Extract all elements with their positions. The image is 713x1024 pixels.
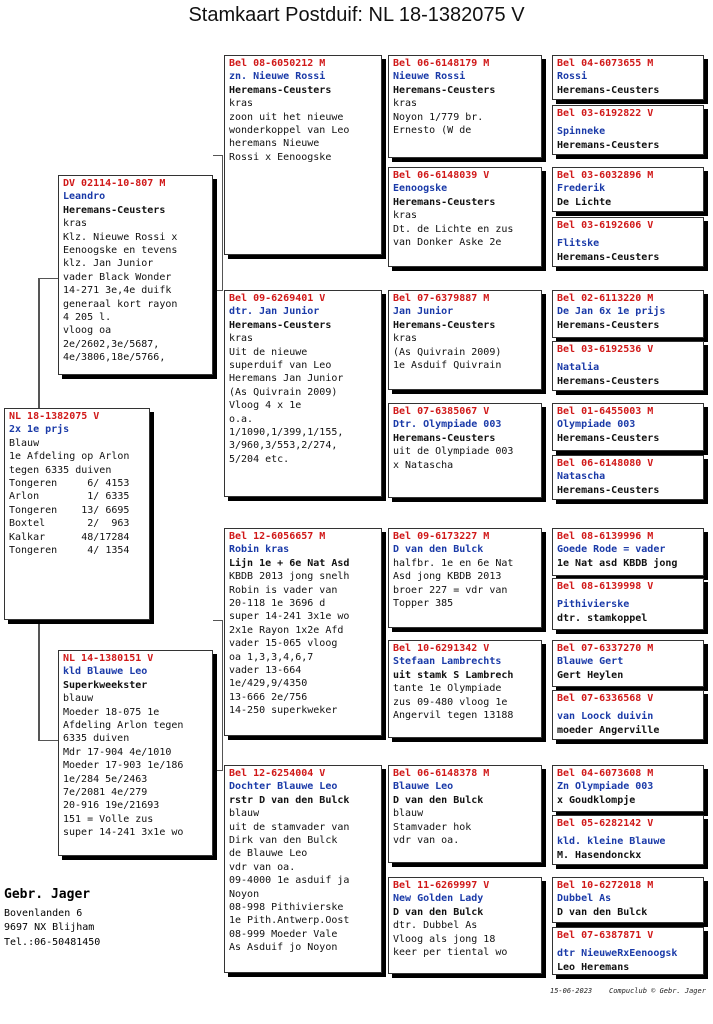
pigeon-card-g6 [552,341,704,391]
pigeon-name: van Loock duivin [557,711,654,723]
breeder-phone: Tel.:06-50481450 [4,936,101,948]
breeder-city: 9697 NX Blijham [4,922,95,933]
owner-name: D van den Bulck [393,794,484,806]
owner-name: moeder Angerville [557,724,660,736]
pigeon-name: Olympiade 003 [557,419,636,431]
owner-name: rstr D van den Bulck [229,794,350,806]
pigeon-card-g1 [552,55,704,100]
pigeon-name: Leandro [63,191,106,203]
pigeon-card-fm: Bel 09-6269401 V dtr. Jan Junior Heremans-Ceusters kras Uit de nieuwe superduif van Leo Heremans Jan Junior (As Quivrain 2009) Vloog 4 x 1e o.a. 1/1090,1/399,1/155, 3/960,3/553,2/274, 5/204 etc. [224,290,382,497]
connector-line [213,620,223,621]
ring-number: Bel 12-6254004 V [229,768,326,779]
pigeon-name: Stefaan Lambrechts [393,656,502,668]
pigeon-card-g10 [552,578,704,630]
ring-number: Bel 07-6337270 M [557,643,654,654]
ring-number: Bel 07-6336568 V [557,693,654,704]
ring-number: Bel 03-6032896 M [557,170,654,181]
owner-name: Superkweekster [63,679,148,691]
pigeon-card-g15 [552,877,704,923]
ring-number: Bel 10-6272018 M [557,880,654,891]
pigeon-card-fmm: Bel 07-6385067 V Dtr. Olympiade 003 Heremans-Ceusters uit de Olympiade 003 x Natascha [388,403,542,498]
connector-line [222,620,223,770]
pigeon-name: zn. Nieuwe Rossi [229,71,326,83]
footer-credit: 15-06-2023 Compuclub © Gebr. Jager [550,987,706,995]
pigeon-card-mother: NL 14-1380151 V kld Blauwe Leo Superkweekster blauw Moeder 18-075 1e Afdeling Arlon tegen 6335 duiven Mdr 17-904 4e/1010 Moeder 17-903 1e/186 1e/284 5e/2463 7e/2081 4e/279 20-916 19e/21693 151 = Volle zus super 14-241 3x1e wo [58,650,213,856]
owner-name: Gert Heylen [557,669,624,681]
pigeon-name: Goede Rode = vader [557,544,666,556]
ring-number: Bel 07-6387871 V [557,930,654,941]
pigeon-name: Dtr. Olympiade 003 [393,419,502,431]
owner-name: M. Hasendonckx [557,849,642,861]
pigeon-name: Jan Junior [393,306,454,318]
pigeon-name: Dubbel As [557,893,612,905]
pigeon-card-ffm: Bel 06-6148039 V Eenoogske Heremans-Ceusters kras Dt. de Lichte en zus van Donker Aske 2e [388,167,542,267]
owner-name: Lijn 1e + 6e Nat Asd [229,557,350,569]
pigeon-name: Eenoogske [393,183,448,195]
connector-line [213,290,223,291]
pigeon-card-fff: Bel 06-6148179 M Nieuwe Rossi Heremans-Ceusters kras Noyon 1/779 br. Ernesto (W de [388,55,542,158]
pigeon-card-g5 [552,290,704,338]
pigeon-name: Pithivierske [557,599,630,611]
ring-number: Bel 08-6050212 M [229,58,326,69]
pigeon-name: dtr NieuweRxEenoogsk [557,948,678,960]
pigeon-card-mmf: Bel 06-6148378 M Blauwe Leo D van den Bulck blauw Stamvader hok vdr van oa. [388,765,542,863]
pigeon-name: Dochter Blauwe Leo [229,781,338,793]
owner-name: Heremans-Ceusters [557,375,660,387]
pigeon-card-g2 [552,105,704,155]
pigeon-card-mf: Bel 12-6056657 M Robin kras Lijn 1e + 6e Nat Asd KBDB 2013 jong snelh Robin is vader van 20-118 1e 3696 d super 14-241 3x1e wo 2x1e Rayon 1x2e Afd vader 15-065 vloog oa 1,3,3,4,6,7 vader 13-664 1e/429,9/4350 13-666 2e/756 14-250 superkweker [224,528,382,736]
pigeon-card-g4 [552,217,704,267]
pigeon-name: New Golden Lady [393,893,484,905]
ring-number: Bel 09-6173227 M [393,531,490,542]
pigeon-card-subject: NL 18-1382075 V 2x 1e prjs Blauw 1e Afdeling op Arlon tegen 6335 duiven Tongeren 6/ 4153 Arlon 1/ 6335 Tongeren 13/ 6695 Boxtel 2/ 963 Kalkar 48/17284 Tongeren 4/ 1354 [4,408,150,620]
owner-name: 1e Nat asd KBDB jong [557,557,678,569]
pigeon-name: Rossi [557,71,588,83]
connector-line [222,155,223,290]
pigeon-card-g3 [552,167,704,212]
owner-name: Heremans-Ceusters [393,84,496,96]
pigeon-name: kld. kleine Blauwe [557,836,666,848]
page-title: Stamkaart Postduif: NL 18-1382075 V [188,4,525,26]
owner-name: Heremans-Ceusters [557,84,660,96]
pigeon-name: De Jan 6x 1e prijs [557,306,666,318]
ring-number: Bel 08-6139996 M [557,531,654,542]
pigeon-card-g9 [552,528,704,576]
breeder-street: Bovenlanden 6 [4,907,83,919]
ring-number: Bel 06-6148179 M [393,58,490,69]
ring-number: Bel 10-6291342 V [393,643,490,654]
pigeon-name: Frederik [557,183,606,195]
ring-number: Bel 03-6192536 V [557,344,654,355]
pigeon-name: Blauwe Gert [557,656,624,668]
ring-number: Bel 06-6148378 M [393,768,490,779]
ring-number: Bel 04-6073608 M [557,768,654,779]
ring-number: NL 18-1382075 V [9,411,100,422]
pigeon-card-mff: Bel 09-6173227 M D van den Bulck halfbr. 1e en 6e Nat Asd jong KBDB 2013 broer 227 = vdr van Topper 385 [388,528,542,628]
pigeon-card-g16 [552,927,704,975]
pigeon-card-g14 [552,815,704,865]
ring-number: Bel 07-6385067 V [393,406,490,417]
owner-name: x Goudklompje [557,794,636,806]
owner-name: Heremans-Ceusters [229,84,332,96]
pigeon-name: Spinneke [557,126,606,138]
ring-number: Bel 03-6192822 V [557,108,654,119]
ring-number: Bel 09-6269401 V [229,293,326,304]
ring-number: Bel 12-6056657 M [229,531,326,542]
pigeon-name: Robin kras [229,544,290,556]
pigeon-card-g8 [552,455,704,500]
owner-name: Heremans-Ceusters [393,319,496,331]
owner-name: uit stamk S Lambrech [393,669,514,681]
ring-number: NL 14-1380151 V [63,653,154,664]
owner-name: D van den Bulck [557,906,648,918]
owner-name: dtr. stamkoppel [557,612,648,624]
owner-name: Heremans-Ceusters [557,432,660,444]
ring-number: DV 02114-10-807 M [63,178,166,189]
pigeon-name: Zn Olympiade 003 [557,781,654,793]
pigeon-card-father: DV 02114-10-807 M Leandro Heremans-Ceusters kras Klz. Nieuwe Rossi x Eenoogske en tevens klz. Jan Junior vader Black Wonder 14-271 3e,4e duifk generaal kort rayon 4 205 l. vloog oa 2e/2602,3e/5687, 4e/3806,18e/5766, [58,175,213,375]
owner-name: Heremans-Ceusters [63,204,166,216]
pigeon-card-mm: Bel 12-6254004 V Dochter Blauwe Leo rstr D van den Bulck blauw uit de stamvader van Dirk van den Bulck de Blauwe Leo vdr van oa. 09-4000 1e asduif ja Noyon 08-998 Pithivierske 1e Pith.Antwerp.Oost 08-999 Moeder Vale As Asduif jo Noyon [224,765,382,973]
owner-name: D van den Bulck [393,906,484,918]
ring-number: Bel 06-6148039 V [393,170,490,181]
pigeon-name: Flitske [557,238,600,250]
pigeon-name: Nieuwe Rossi [393,71,466,83]
ring-number: Bel 04-6073655 M [557,58,654,69]
owner-name: Heremans-Ceusters [557,484,660,496]
pigeon-card-fmf: Bel 07-6379887 M Jan Junior Heremans-Ceusters kras (As Quivrain 2009) 1e Asduif Quivrain [388,290,542,390]
connector-line [38,278,40,410]
owner-name: Heremans-Ceusters [557,319,660,331]
pigeon-card-g7 [552,403,704,451]
owner-name: Leo Heremans [557,961,630,973]
owner-name: De Lichte [557,196,612,208]
pigeon-name: kld Blauwe Leo [63,666,148,678]
pigeon-card-mfm: Bel 10-6291342 V Stefaan Lambrechts uit stamk S Lambrech tante 1e Olympiade zus 09-480 vloog 1e Angervil tegen 13188 [388,640,542,738]
pigeon-name: Natascha [557,471,606,483]
pigeon-card-mmm: Bel 11-6269997 V New Golden Lady D van den Bulck dtr. Dubbel As Vloog als jong 18 keer per tiental wo [388,877,542,974]
pigeon-card-ff: Bel 08-6050212 M zn. Nieuwe Rossi Heremans-Ceusters kras zoon uit het nieuwe wonderkoppel van Leo heremans Nieuwe Rossi x Eenoogske [224,55,382,255]
owner-name: Heremans-Ceusters [229,319,332,331]
pigeon-card-g13 [552,765,704,812]
pigeon-name: dtr. Jan Junior [229,306,320,318]
pigeon-name: 2x 1e prjs [9,424,70,436]
pigeon-name: Blauwe Leo [393,781,454,793]
ring-number: Bel 01-6455003 M [557,406,654,417]
owner-name: Heremans-Ceusters [393,432,496,444]
ring-number: Bel 11-6269997 V [393,880,490,891]
owner-name: Heremans-Ceusters [393,196,496,208]
pigeon-name: Natalia [557,362,600,374]
connector-line [213,155,223,156]
ring-number: Bel 02-6113220 M [557,293,654,304]
breeder-name: Gebr. Jager [4,887,91,902]
connector-line [213,770,223,771]
owner-name: Heremans-Ceusters [557,139,660,151]
ring-number: Bel 08-6139998 V [557,581,654,592]
ring-number: Bel 07-6379887 M [393,293,490,304]
ring-number: Bel 05-6282142 V [557,818,654,829]
pigeon-name: D van den Bulck [393,544,484,556]
ring-number: Bel 03-6192606 V [557,220,654,231]
owner-name: Heremans-Ceusters [557,251,660,263]
pigeon-card-g12 [552,690,704,740]
breeder-info [4,888,100,950]
pigeon-card-g11 [552,640,704,687]
ring-number: Bel 06-6148080 V [557,458,654,469]
